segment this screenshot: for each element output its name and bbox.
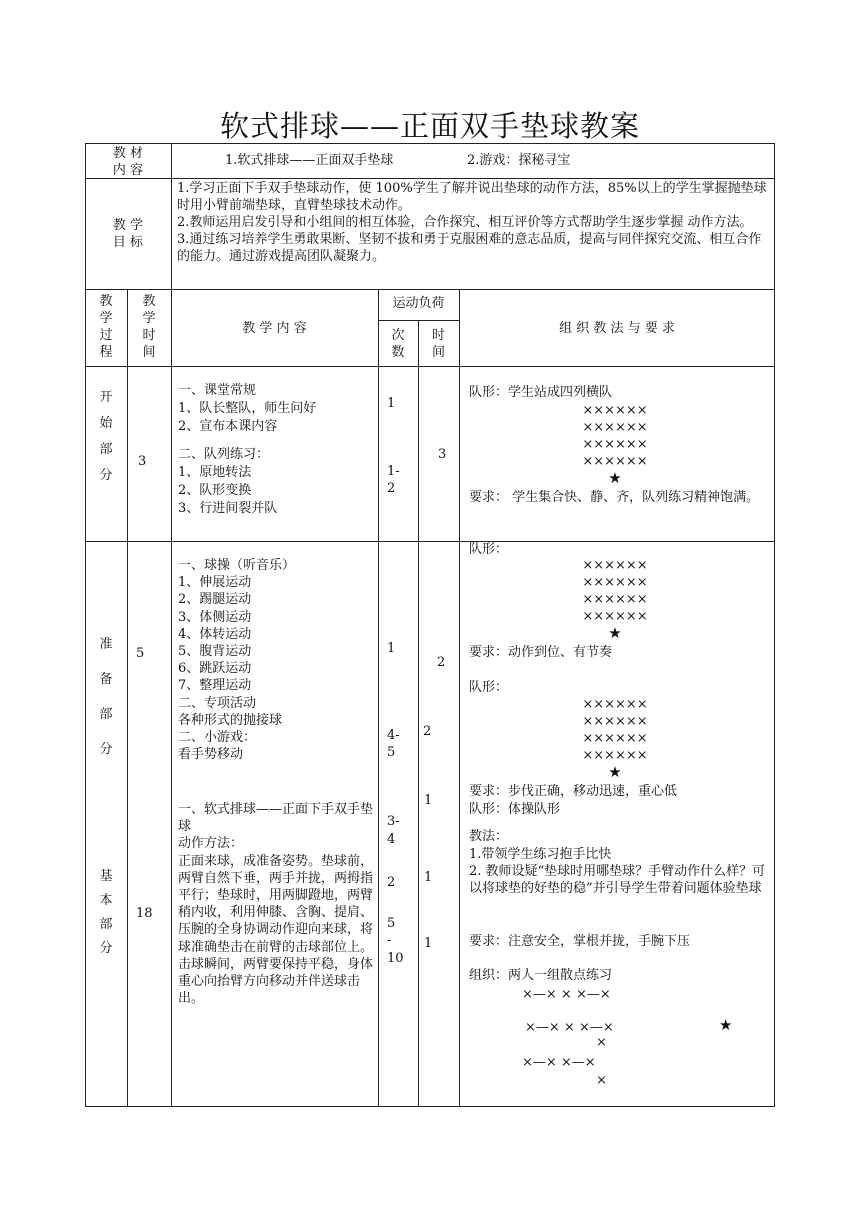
prep-requirement-2: 要求：步伐正确，移动迅速，重心低 bbox=[469, 784, 678, 799]
prep-content: 一、球操（听音乐） 1、伸展运动 2、踢腿运动 3、体侧运动 4、体转运动 5、腹背运动 6、跳跃运动 7、整理运动 二、专项活动 各种形式的抛接球 二、小游戏： 看手势移动 bbox=[178, 558, 296, 763]
start-section-label: 开 始 部 分 bbox=[99, 390, 113, 483]
teacher-star: ★ bbox=[608, 469, 622, 487]
content-item-1: 1.软式排球——正面双手垫球 bbox=[225, 153, 394, 168]
pair-row-4: ×—× ×—× bbox=[522, 1055, 596, 1070]
teacher-star: ★ bbox=[608, 763, 622, 781]
basic-requirement: 要求：注意安全，掌根并拢，手腕下压 bbox=[469, 934, 691, 949]
basic-method-label: 教法： bbox=[469, 829, 509, 844]
goals-text bbox=[177, 180, 771, 265]
prep-requirement-1: 要求：动作到位、有节奏 bbox=[469, 645, 613, 660]
basic-minutes: 18 bbox=[136, 906, 153, 921]
pair-row-2: ×—× × ×—× bbox=[525, 1020, 614, 1035]
page-title: 软式排球——正面双手垫球教案 bbox=[219, 109, 640, 143]
pair-row-1: ×—× × ×—× bbox=[522, 987, 611, 1002]
basic-section-label: 基 本 部 分 bbox=[99, 869, 113, 956]
basic-content: 一、软式排球——正面下手双手垫球 动作方法： 正面来球，成准备姿势。垫球前，两臂自然下垂，两手并拢，两拇指平行；垫球时，用两脚蹬地，两臂稍内收，利用伸膝、含胸、提肩、压腕的全身协调动作迎向来球，将球准确垫击在前臂的击球部位上。击球瞬间，两臂要保持平稳，身体重心向抬臂方向移动并伴送球击出。 bbox=[178, 802, 374, 1007]
basic-duration-1: 1 bbox=[424, 793, 433, 808]
basic-org-label: 组织：两人一组散点练习 bbox=[469, 968, 613, 983]
basic-duration-3: 1 bbox=[424, 936, 433, 951]
header-duration: 时 间 bbox=[431, 328, 445, 360]
prep-minutes: 5 bbox=[136, 646, 145, 661]
pair-row-5: × bbox=[596, 1073, 607, 1088]
start-content: 一、课堂常规 1、队长整队，师生问好 2、宣布本课内容 二、队列练习： 1、原地转法 2、队形变换 3、行进间裂并队 bbox=[178, 383, 317, 516]
prep-duration-1: 2 bbox=[437, 655, 446, 670]
prep-formation-1-label: 队形： bbox=[469, 542, 509, 557]
teacher-star: ★ bbox=[608, 624, 622, 642]
goals-label: 教 学 目 标 bbox=[112, 218, 144, 250]
header-time: 教 学 时 间 bbox=[142, 294, 156, 360]
goal-2: 2.教师运用启发引导和小组间的相互体验，合作探究、相互评价等方式帮助学生逐步掌握 动作方法。 bbox=[177, 215, 753, 230]
header-content: 教 学 内 容 bbox=[242, 321, 307, 336]
header-process: 教 学 过 程 bbox=[99, 294, 113, 360]
lesson-plan-table bbox=[85, 143, 775, 1107]
start-count-1: 1 bbox=[387, 396, 396, 411]
basic-method-1: 1.带领学生练习抱手比快 bbox=[469, 847, 612, 862]
header-count: 次 数 bbox=[391, 328, 405, 360]
header-load: 运动负荷 bbox=[392, 296, 445, 311]
start-requirement: 要求： 学生集合快、静、齐，队列练习精神饱满。 bbox=[469, 490, 760, 505]
basic-method-2: 2. 教师设疑“垫球时用哪垫球？手臂动作什么样？可以将球垫的好垫的稳”并引导学生带着问题体验垫球 bbox=[469, 864, 766, 896]
prep-formation-3-label: 队形：体操队形 bbox=[469, 802, 561, 817]
prep-section-label: 准 备 部 分 bbox=[99, 637, 113, 757]
prep-formation-2-label: 队形： bbox=[469, 680, 509, 695]
content-label: 教 材 内 容 bbox=[112, 146, 144, 178]
prep-formation-2-rows: ×××××× ×××××× ×××××× ×××××× ★ bbox=[555, 696, 675, 781]
content-item-2: 2.游戏：探秘寻宝 bbox=[467, 153, 571, 168]
basic-counts: 3- 4 2 5 - 10 bbox=[387, 814, 404, 966]
goal-3: 3.通过练习培养学生勇敢果断、坚韧不拔和勇于克服困难的意志品质，提高与同伴探究交流、相互合作的能力。通过游戏提高团队凝聚力。 bbox=[177, 232, 762, 264]
start-formation-rows: ×××××× ×××××× ×××××× ×××××× ★ bbox=[555, 402, 675, 487]
start-count-2: 1- 2 bbox=[387, 464, 400, 496]
goal-1: 1.学习正面下手双手垫球动作，使 100%学生了解并说出垫球的动作方法，85%以上的学生掌握抛垫球时用小臂前端垫球，直臂垫球技术动作。 bbox=[177, 181, 767, 213]
prep-count-2: 4- 5 bbox=[387, 728, 400, 760]
teacher-star: ★ bbox=[719, 1016, 733, 1034]
prep-count-1: 1 bbox=[387, 641, 396, 656]
header-organization: 组 织 教 法 与 要 求 bbox=[559, 321, 675, 336]
pair-row-3: × bbox=[596, 1035, 607, 1050]
prep-formation-1-rows: ×××××× ×××××× ×××××× ×××××× ★ bbox=[555, 557, 675, 642]
basic-duration-2: 1 bbox=[424, 870, 433, 885]
start-minutes: 3 bbox=[138, 454, 147, 469]
start-formation-label: 队形：学生站成四列横队 bbox=[469, 385, 613, 400]
prep-duration-2: 2 bbox=[423, 724, 432, 739]
start-duration: 3 bbox=[438, 447, 447, 462]
